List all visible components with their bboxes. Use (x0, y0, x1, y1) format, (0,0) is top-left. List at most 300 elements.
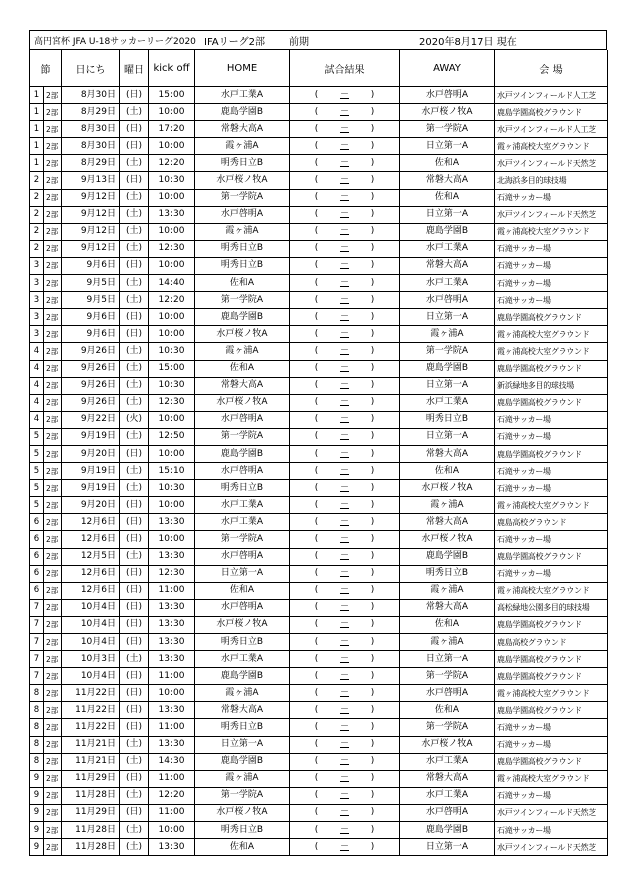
date-cell: 8月29日 (62, 155, 120, 172)
venue-cell: 鹿島学園高校グラウンド (495, 104, 608, 121)
result-cell (290, 104, 400, 121)
sheet-header (29, 30, 607, 50)
date-cell: 11月28日 (62, 822, 120, 839)
kickoff-cell: 13:30 (149, 634, 195, 651)
schedule-rows (30, 87, 608, 856)
venue-cell: 鹿島学園高校グラウンド (495, 309, 608, 326)
result-open-paren: ( (314, 687, 319, 698)
result-open-paren: ( (314, 790, 319, 801)
section-cell: 2 (30, 223, 44, 240)
kickoff-cell: 13:30 (149, 548, 195, 565)
away-team-cell: 水戸桜ノ牧A (400, 480, 495, 497)
date-cell: 11月29日 (62, 770, 120, 787)
result-close-paren: ) (370, 465, 375, 476)
result-dash: － (339, 397, 349, 408)
venue-cell: 水戸ツインフィールド天然芝 (495, 804, 608, 821)
result-close-paren: ) (370, 226, 375, 237)
section-cell: 2 (30, 172, 44, 189)
division-cell: 2部 (44, 104, 62, 121)
result-close-paren: ) (370, 756, 375, 767)
result-open-paren: ( (314, 773, 319, 784)
kickoff-cell: 10:30 (149, 343, 195, 360)
table-row (30, 377, 608, 394)
table-row (30, 565, 608, 582)
section-cell: 6 (30, 548, 44, 565)
result-close-paren: ) (370, 533, 375, 544)
result-dash: － (339, 516, 349, 527)
section-cell: 5 (30, 428, 44, 445)
home-team-cell: 佐和A (195, 275, 290, 292)
date-cell: 11月29日 (62, 804, 120, 821)
result-open-paren: ( (314, 551, 319, 562)
division-cell: 2部 (44, 360, 62, 377)
table-row (30, 668, 608, 685)
division-cell: 2部 (44, 565, 62, 582)
venue-cell: 鹿島高校グラウンド (495, 514, 608, 531)
result-open-paren: ( (314, 106, 319, 117)
kickoff-cell: 11:00 (149, 582, 195, 599)
result-dash: － (339, 619, 349, 630)
result-close-paren: ) (370, 824, 375, 835)
result-open-paren: ( (314, 89, 319, 100)
home-team-cell: 鹿島学園B (195, 104, 290, 121)
venue-cell: 鹿島学園高校グラウンド (495, 548, 608, 565)
away-team-cell: 鹿島学園B (400, 822, 495, 839)
venue-cell: 石滝サッカー場 (495, 240, 608, 257)
result-close-paren: ) (370, 89, 375, 100)
division-cell: 2部 (44, 839, 62, 856)
result-cell (290, 685, 400, 702)
result-open-paren: ( (314, 328, 319, 339)
result-open-paren: ( (314, 807, 319, 818)
division-cell: 2部 (44, 736, 62, 753)
away-team-cell: 水戸啓明A (400, 87, 495, 104)
table-row (30, 480, 608, 497)
result-dash: － (339, 551, 349, 562)
result-cell (290, 121, 400, 138)
kickoff-cell: 10:00 (149, 257, 195, 274)
weekday-cell: (日) (120, 257, 149, 274)
result-close-paren: ) (370, 773, 375, 784)
weekday-cell: (土) (120, 736, 149, 753)
table-row (30, 839, 608, 856)
weekday-cell: (日) (120, 719, 149, 736)
date-cell: 9月12日 (62, 240, 120, 257)
result-cell (290, 839, 400, 856)
kickoff-cell: 10:00 (149, 822, 195, 839)
result-open-paren: ( (314, 414, 319, 425)
venue-cell: 鹿島学園高校グラウンド (495, 445, 608, 462)
home-team-cell: 水戸桜ノ牧A (195, 326, 290, 343)
kickoff-cell: 11:00 (149, 719, 195, 736)
result-cell (290, 753, 400, 770)
away-team-cell: 日立第一A (400, 428, 495, 445)
weekday-cell: (土) (120, 360, 149, 377)
table-row (30, 531, 608, 548)
table-row (30, 719, 608, 736)
division-cell: 2部 (44, 702, 62, 719)
home-team-cell: 水戸啓明A (195, 206, 290, 223)
date-cell: 8月30日 (62, 87, 120, 104)
result-open-paren: ( (314, 209, 319, 220)
away-team-cell: 佐和A (400, 189, 495, 206)
date-cell: 9月13日 (62, 172, 120, 189)
result-cell (290, 599, 400, 616)
venue-cell: 水戸ツインフィールド人工芝 (495, 87, 608, 104)
result-close-paren: ) (370, 140, 375, 151)
section-cell: 6 (30, 565, 44, 582)
venue-cell: 鹿島学園高校グラウンド (495, 651, 608, 668)
division-cell: 2部 (44, 480, 62, 497)
away-team-cell: 佐和A (400, 702, 495, 719)
date-cell: 11月28日 (62, 839, 120, 856)
away-team-cell: 佐和A (400, 155, 495, 172)
away-team-cell: 第一学院A (400, 719, 495, 736)
away-team-cell: 水戸桜ノ牧A (400, 104, 495, 121)
result-cell (290, 394, 400, 411)
result-cell (290, 770, 400, 787)
venue-cell: 霞ヶ浦高校大室グラウンド (495, 138, 608, 155)
division-cell: 2部 (44, 787, 62, 804)
division-cell: 2部 (44, 497, 62, 514)
division-cell: 2部 (44, 770, 62, 787)
weekday-cell: (土) (120, 787, 149, 804)
result-close-paren: ) (370, 482, 375, 493)
table-row (30, 343, 608, 360)
result-close-paren: ) (370, 602, 375, 613)
result-open-paren: ( (314, 294, 319, 305)
result-cell (290, 480, 400, 497)
result-cell (290, 787, 400, 804)
date-cell: 9月5日 (62, 292, 120, 309)
kickoff-cell: 15:00 (149, 360, 195, 377)
division-cell: 2部 (44, 651, 62, 668)
result-dash: － (339, 790, 349, 801)
venue-cell: 石滝サッカー場 (495, 257, 608, 274)
result-cell (290, 428, 400, 445)
away-team-cell: 日立第一A (400, 138, 495, 155)
date-cell: 10月4日 (62, 634, 120, 651)
section-cell: 2 (30, 189, 44, 206)
result-cell (290, 138, 400, 155)
table-row (30, 736, 608, 753)
section-cell: 8 (30, 753, 44, 770)
weekday-cell: (土) (120, 155, 149, 172)
table-row (30, 463, 608, 480)
division-cell: 2部 (44, 753, 62, 770)
weekday-cell: (日) (120, 497, 149, 514)
date-cell: 9月26日 (62, 360, 120, 377)
section-cell: 1 (30, 87, 44, 104)
table-row (30, 104, 608, 121)
table-row (30, 514, 608, 531)
section-cell: 3 (30, 326, 44, 343)
schedule-table (29, 50, 608, 856)
table-row (30, 138, 608, 155)
date-cell: 9月22日 (62, 411, 120, 428)
result-dash: － (339, 311, 349, 322)
kickoff-cell: 13:30 (149, 514, 195, 531)
table-row (30, 172, 608, 189)
result-close-paren: ) (370, 704, 375, 715)
home-team-cell: 水戸工業A (195, 497, 290, 514)
home-team-cell: 水戸桜ノ牧A (195, 616, 290, 633)
kickoff-cell: 10:00 (149, 189, 195, 206)
kickoff-cell: 12:20 (149, 292, 195, 309)
result-open-paren: ( (314, 739, 319, 750)
result-dash: － (339, 739, 349, 750)
kickoff-cell: 12:30 (149, 565, 195, 582)
weekday-cell: (日) (120, 121, 149, 138)
weekday-cell: (日) (120, 770, 149, 787)
result-open-paren: ( (314, 363, 319, 374)
date-cell: 9月12日 (62, 223, 120, 240)
section-cell: 4 (30, 377, 44, 394)
venue-cell: 高松緑地公園多目的球技場 (495, 599, 608, 616)
division-cell: 2部 (44, 240, 62, 257)
date-cell: 11月28日 (62, 787, 120, 804)
table-row (30, 616, 608, 633)
result-open-paren: ( (314, 722, 319, 733)
result-close-paren: ) (370, 243, 375, 254)
col-header-away: AWAY (400, 50, 495, 87)
result-open-paren: ( (314, 397, 319, 408)
date-cell: 11月21日 (62, 736, 120, 753)
away-team-cell: 日立第一A (400, 651, 495, 668)
venue-cell: 石滝サッカー場 (495, 411, 608, 428)
home-team-cell: 霞ヶ浦A (195, 138, 290, 155)
section-cell: 2 (30, 206, 44, 223)
section-cell: 3 (30, 257, 44, 274)
weekday-cell: (土) (120, 206, 149, 223)
result-dash: － (339, 636, 349, 647)
result-dash: － (339, 345, 349, 356)
result-cell (290, 343, 400, 360)
table-row (30, 599, 608, 616)
venue-cell: 霞ヶ浦高校大室グラウンド (495, 223, 608, 240)
table-row (30, 497, 608, 514)
section-cell: 1 (30, 121, 44, 138)
division-cell: 2部 (44, 599, 62, 616)
division-cell: 2部 (44, 394, 62, 411)
weekday-cell: (日) (120, 138, 149, 155)
kickoff-cell: 12:20 (149, 787, 195, 804)
kickoff-cell: 17:20 (149, 121, 195, 138)
result-close-paren: ) (370, 687, 375, 698)
division-cell: 2部 (44, 411, 62, 428)
result-cell (290, 87, 400, 104)
away-team-cell: 霞ヶ浦A (400, 326, 495, 343)
division-cell: 2部 (44, 326, 62, 343)
result-cell (290, 702, 400, 719)
result-dash: － (339, 243, 349, 254)
result-close-paren: ) (370, 363, 375, 374)
table-row (30, 702, 608, 719)
date-cell: 8月30日 (62, 121, 120, 138)
division-cell: 2部 (44, 582, 62, 599)
result-open-paren: ( (314, 140, 319, 151)
home-team-cell: 霞ヶ浦A (195, 343, 290, 360)
date-cell: 12月6日 (62, 565, 120, 582)
home-team-cell: 明秀日立B (195, 719, 290, 736)
section-cell: 5 (30, 445, 44, 462)
result-open-paren: ( (314, 636, 319, 647)
result-close-paren: ) (370, 722, 375, 733)
division-cell: 2部 (44, 206, 62, 223)
section-cell: 8 (30, 702, 44, 719)
kickoff-cell: 10:00 (149, 531, 195, 548)
result-close-paren: ) (370, 209, 375, 220)
date-cell: 11月22日 (62, 719, 120, 736)
away-team-cell: 霞ヶ浦A (400, 634, 495, 651)
table-row (30, 87, 608, 104)
col-header-home: HOME (195, 50, 290, 87)
result-open-paren: ( (314, 226, 319, 237)
kickoff-cell: 14:40 (149, 275, 195, 292)
venue-cell: 石滝サッカー場 (495, 531, 608, 548)
section-cell: 9 (30, 839, 44, 856)
away-team-cell: 水戸工業A (400, 753, 495, 770)
result-cell (290, 360, 400, 377)
away-team-cell: 水戸工業A (400, 275, 495, 292)
section-cell: 7 (30, 634, 44, 651)
result-cell (290, 548, 400, 565)
kickoff-cell: 11:00 (149, 668, 195, 685)
kickoff-cell: 10:00 (149, 309, 195, 326)
result-open-paren: ( (314, 345, 319, 356)
result-close-paren: ) (370, 328, 375, 339)
date-cell: 11月22日 (62, 685, 120, 702)
result-close-paren: ) (370, 294, 375, 305)
weekday-cell: (土) (120, 223, 149, 240)
venue-cell: 鹿島学園高校グラウンド (495, 394, 608, 411)
result-cell (290, 189, 400, 206)
result-cell (290, 240, 400, 257)
result-dash: － (339, 448, 349, 459)
result-cell (290, 257, 400, 274)
result-close-paren: ) (370, 807, 375, 818)
section-cell: 8 (30, 736, 44, 753)
kickoff-cell: 12:20 (149, 155, 195, 172)
weekday-cell: (日) (120, 668, 149, 685)
weekday-cell: (土) (120, 189, 149, 206)
home-team-cell: 佐和A (195, 360, 290, 377)
division-cell: 2部 (44, 223, 62, 240)
weekday-cell: (日) (120, 531, 149, 548)
home-team-cell: 鹿島学園B (195, 753, 290, 770)
division-cell: 2部 (44, 634, 62, 651)
kickoff-cell: 13:30 (149, 702, 195, 719)
section-cell: 2 (30, 240, 44, 257)
result-dash: － (339, 585, 349, 596)
venue-cell: 水戸ツインフィールド天然芝 (495, 155, 608, 172)
venue-cell: 石滝サッカー場 (495, 787, 608, 804)
venue-cell: 石滝サッカー場 (495, 565, 608, 582)
result-close-paren: ) (370, 790, 375, 801)
away-team-cell: 明秀日立B (400, 411, 495, 428)
division-cell: 2部 (44, 172, 62, 189)
away-team-cell: 常磐大高A (400, 514, 495, 531)
home-team-cell: 第一学院A (195, 787, 290, 804)
home-team-cell: 水戸工業A (195, 651, 290, 668)
away-team-cell: 霞ヶ浦A (400, 582, 495, 599)
result-open-paren: ( (314, 568, 319, 579)
section-cell: 9 (30, 787, 44, 804)
away-team-cell: 常磐大高A (400, 770, 495, 787)
home-team-cell: 水戸工業A (195, 514, 290, 531)
date-cell: 9月20日 (62, 445, 120, 462)
weekday-cell: (日) (120, 172, 149, 189)
result-cell (290, 155, 400, 172)
result-open-paren: ( (314, 499, 319, 510)
section-cell: 1 (30, 138, 44, 155)
tournament-title: 高円宮杯 JFA U-18サッカーリーグ2020 (34, 36, 196, 47)
result-open-paren: ( (314, 465, 319, 476)
section-cell: 8 (30, 685, 44, 702)
weekday-cell: (土) (120, 548, 149, 565)
result-close-paren: ) (370, 175, 375, 186)
home-team-cell: 水戸桜ノ牧A (195, 394, 290, 411)
table-row (30, 223, 608, 240)
result-dash: － (339, 704, 349, 715)
result-dash: － (339, 499, 349, 510)
away-team-cell: 水戸啓明A (400, 804, 495, 821)
home-team-cell: 鹿島学園B (195, 668, 290, 685)
kickoff-cell: 11:00 (149, 804, 195, 821)
venue-cell: 石滝サッカー場 (495, 463, 608, 480)
table-row (30, 804, 608, 821)
result-open-paren: ( (314, 516, 319, 527)
date-cell: 12月6日 (62, 531, 120, 548)
division-cell: 2部 (44, 445, 62, 462)
home-team-cell: 明秀日立B (195, 634, 290, 651)
date-cell: 9月26日 (62, 343, 120, 360)
col-header-venue: 会 場 (495, 50, 608, 87)
venue-cell: 鹿島高校グラウンド (495, 634, 608, 651)
division-cell: 2部 (44, 822, 62, 839)
venue-cell: 霞ヶ浦高校大室グラウンド (495, 326, 608, 343)
home-team-cell: 第一学院A (195, 428, 290, 445)
section-cell: 6 (30, 531, 44, 548)
date-cell: 8月30日 (62, 138, 120, 155)
table-row (30, 360, 608, 377)
result-open-paren: ( (314, 602, 319, 613)
home-team-cell: 水戸啓明A (195, 548, 290, 565)
home-team-cell: 明秀日立B (195, 257, 290, 274)
section-cell: 8 (30, 719, 44, 736)
result-dash: － (339, 192, 349, 203)
result-close-paren: ) (370, 397, 375, 408)
date-cell: 12月6日 (62, 582, 120, 599)
result-dash: － (339, 431, 349, 442)
table-row (30, 292, 608, 309)
section-cell: 9 (30, 804, 44, 821)
section-cell: 3 (30, 275, 44, 292)
away-team-cell: 第一学院A (400, 343, 495, 360)
weekday-cell: (土) (120, 753, 149, 770)
table-row (30, 651, 608, 668)
kickoff-cell: 13:30 (149, 736, 195, 753)
section-cell: 9 (30, 822, 44, 839)
home-team-cell: 常磐大高A (195, 702, 290, 719)
away-team-cell: 日立第一A (400, 839, 495, 856)
weekday-cell: (日) (120, 565, 149, 582)
venue-cell: 石滝サッカー場 (495, 822, 608, 839)
venue-cell: 鹿島学園高校グラウンド (495, 702, 608, 719)
table-row (30, 770, 608, 787)
division-cell: 2部 (44, 804, 62, 821)
table-row (30, 428, 608, 445)
